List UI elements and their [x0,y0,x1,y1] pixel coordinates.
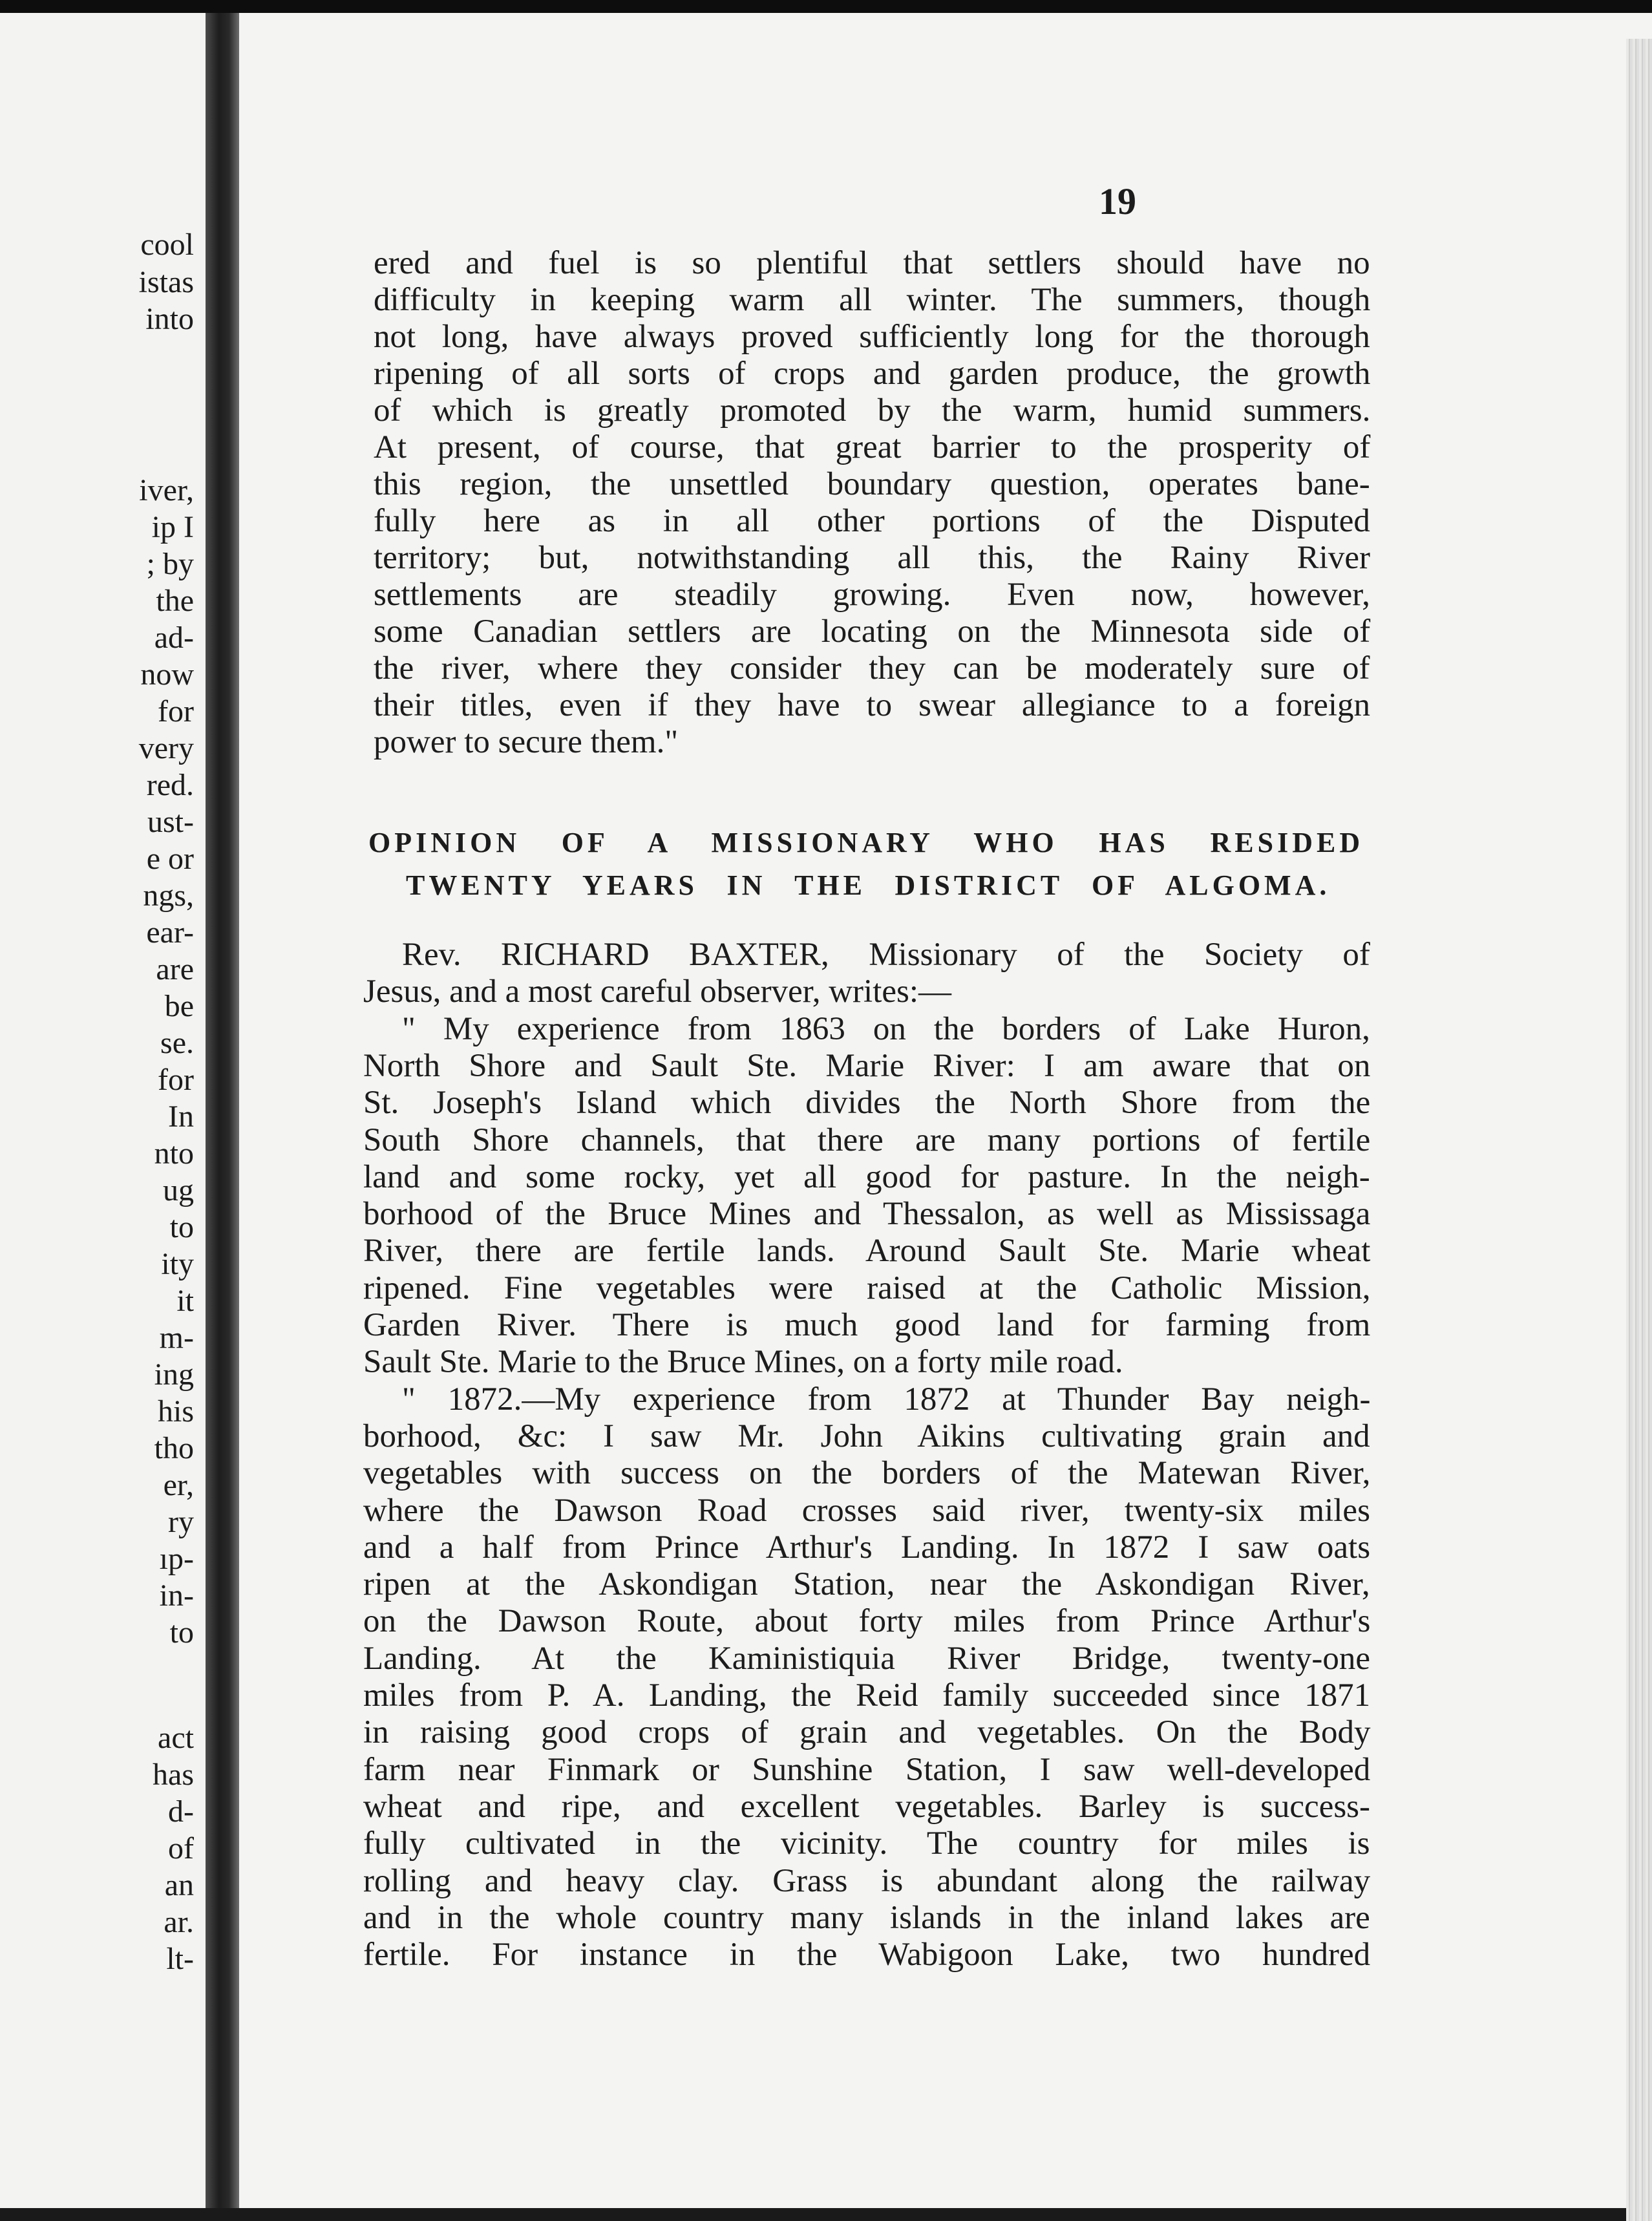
body-text-line: Landing. At the Kaministiquia River Bridge, twenty-one [363,1640,1370,1677]
left-page-fragment: the [156,584,194,618]
body-text-line: rolling and heavy clay. Grass is abundant along the railway [363,1862,1371,1899]
body-text-line: in raising good crops of grain and vegetables. On the Body [363,1714,1371,1751]
left-page-fragment: ngs, [143,878,194,913]
left-page-fragment: of [168,1831,194,1865]
left-page-fragment: ust- [147,805,194,839]
body-text-line: River, there are fertile lands. Around Sault Ste. Marie wheat [363,1233,1371,1270]
body-text-line: territory; but, notwithstanding all this, the Rainy River [374,540,1370,576]
body-text-line: " 1872.—My experience from 1872 at Thunder Bay neigh- [402,1381,1371,1418]
body-text-line: ripen at the Askondigan Station, near the Askondigan River, [363,1566,1370,1603]
left-page-fragment: into [145,302,194,336]
left-page-fragment: se. [160,1026,194,1060]
body-text-line: At present, of course, that great barrier to the prosperity of [374,429,1371,465]
body-text-line: ered and fuel is so plentiful that settlers should have no [374,245,1370,281]
body-text-line: difficulty in keeping warm all winter. The summers, though [374,282,1371,318]
body-text-line: on the Dawson Route, about forty miles from Prince Arthur's [363,1603,1371,1640]
left-page-fragment: now [140,657,194,692]
body-text-line: St. Joseph's Island which divides the North Shore from the [363,1085,1371,1121]
left-page-fragment: has [153,1758,194,1792]
left-page-fragment: ear- [146,915,194,950]
left-page-fragment: ; by [146,547,194,581]
left-page-fragment: are [156,952,194,986]
left-page-fragment: to [169,1210,194,1244]
body-text-line: and in the whole country many islands in the inland lakes are [363,1899,1370,1936]
body-text-line: Garden River. There is much good land for farming from [363,1307,1371,1343]
body-text-line: ripening of all sorts of crops and garden produce, the growth [374,356,1371,392]
left-page-fragment: nto [154,1136,194,1171]
body-text-line: Rev. RICHARD BAXTER, Missionary of the Society of [402,937,1370,973]
left-page-fragment: his [157,1394,194,1429]
body-text-line: land and some rocky, yet all good for pasture. In the neigh- [363,1158,1370,1195]
main-page [239,13,1652,2208]
left-page-fragment: m- [159,1321,194,1355]
left-page-fragment: ip I [151,510,194,544]
body-text-line: this region, the unsettled boundary question, operates bane- [374,466,1370,502]
body-text-line: and a half from Prince Arthur's Landing. In 1872 I saw oats [363,1529,1371,1566]
body-text-line: their titles, even if they have to swear allegiance to a foreign [374,687,1370,723]
left-page-fragment: be [164,989,194,1023]
body-text-line: power to secure them." [374,724,679,760]
left-page-fragment: cool [140,228,194,262]
left-page-fragment: iver, [139,473,194,507]
left-page-fragment: ad- [154,621,194,655]
body-text-line: not long, have always proved sufficiently long for the thorough [374,319,1370,355]
left-page-fragment: it [176,1284,194,1318]
left-facing-page [0,13,206,2208]
left-page-fragment: in- [159,1578,194,1613]
left-page-fragment: ing [154,1357,194,1392]
left-page-fragment: e or [146,842,194,876]
body-text-line: of which is greatly promoted by the warm, humid summers. [374,392,1371,429]
body-text-line: " My experience from 1863 on the borders of Lake Huron, [402,1010,1370,1047]
body-text-line: borhood, &c: I saw Mr. John Aikins cultivating grain and [363,1418,1370,1454]
body-text-line: fertile. For instance in the Wabigoon Lake, two hundred [363,1937,1371,1973]
page-edge-stack [1626,39,1652,2221]
left-page-fragment: er, [163,1468,194,1502]
body-text-line: Sault Ste. Marie to the Bruce Mines, on a forty mile road. [363,1344,1123,1381]
body-text-line: farm near Finmark or Sunshine Station, I saw well-developed [363,1751,1371,1788]
body-text-line: South Shore channels, that there are many portions of fertile [363,1121,1371,1158]
left-page-fragment: In [168,1100,194,1134]
body-text-line: some Canadian settlers are locating on the Minnesota side of [374,613,1371,650]
body-text-line: fully cultivated in the vicinity. The country for miles is [363,1825,1370,1862]
left-page-fragment: act [158,1721,194,1755]
left-page-fragment: lt- [166,1942,194,1976]
page-number: 19 [1099,180,1136,222]
book-gutter [206,13,239,2208]
left-page-fragment: ug [163,1173,194,1207]
body-text-line: the river, where they consider they can be moderately sure of [374,650,1370,686]
body-text-line: where the Dawson Road crosses said river, twenty-six miles [363,1492,1370,1529]
body-text-line: settlements are steadily growing. Even now, however, [374,577,1370,613]
body-text-line: borhood of the Bruce Mines and Thessalon, as well as Mississaga [363,1196,1371,1233]
left-page-fragment: ıp- [159,1542,194,1576]
left-page-fragment: for [158,694,194,728]
body-text-line: wheat and ripe, and excellent vegetables. Barley is success- [363,1788,1371,1825]
left-page-fragment: tho [154,1431,194,1465]
left-page-fragment: ry [168,1505,194,1539]
body-text-line: Jesus, and a most careful observer, writes:— [363,973,952,1010]
section-heading: TWENTY YEARS IN THE DISTRICT OF ALGOMA. [406,869,1331,901]
section-heading: OPINION OF A MISSIONARY WHO HAS RESIDED [368,827,1364,858]
left-page-fragment: very [138,731,194,765]
body-text-line: North Shore and Sault Ste. Marie River: I am aware that on [363,1047,1371,1084]
left-page-fragment: ity [161,1247,194,1281]
left-page-fragment: istas [138,265,194,299]
left-page-fragment: d- [168,1794,194,1829]
left-page-fragment: to [169,1615,194,1650]
body-text-line: ripened. Fine vegetables were raised at the Catholic Mission, [363,1270,1371,1306]
body-text-line: vegetables with success on the borders of the Matewan River, [363,1455,1371,1492]
left-page-fragment: an [164,1868,194,1902]
body-text-line: miles from P. A. Landing, the Reid family succeeded since 1871 [363,1677,1371,1714]
body-text-line: fully here as in all other portions of the Disputed [374,503,1370,539]
left-page-fragment: ar. [164,1905,194,1939]
left-page-fragment: for [158,1063,194,1097]
left-page-fragment: red. [146,768,194,802]
